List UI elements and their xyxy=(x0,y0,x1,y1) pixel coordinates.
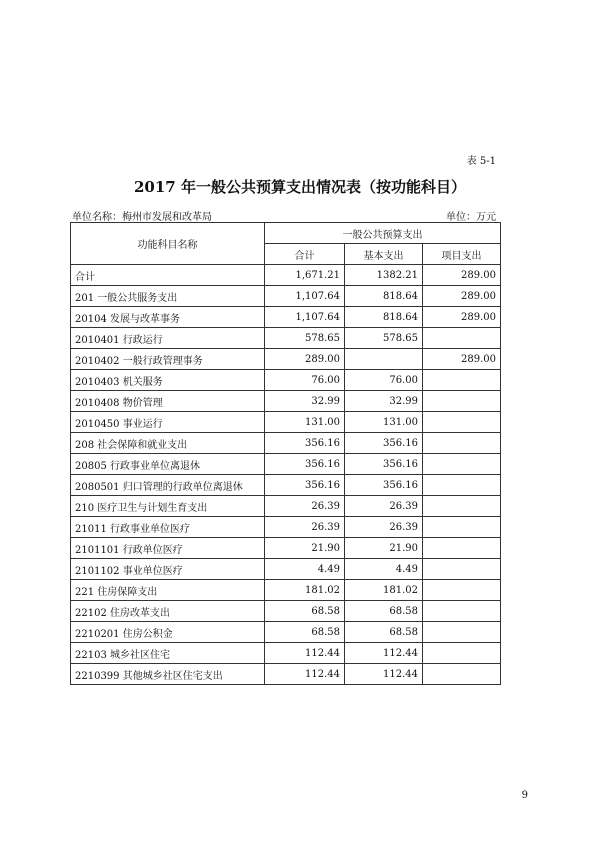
cell-total: 68.58 xyxy=(265,622,345,643)
header-project: 项目支出 xyxy=(423,244,501,265)
cell-basic: 26.39 xyxy=(345,496,423,517)
table-body xyxy=(71,265,501,685)
cell-basic: 356.16 xyxy=(345,475,423,496)
table-row xyxy=(71,496,501,517)
cell-basic: 21.90 xyxy=(345,538,423,559)
table-row xyxy=(71,391,501,412)
cell-basic: 26.39 xyxy=(345,517,423,538)
table-row xyxy=(71,601,501,622)
table-row xyxy=(71,286,501,307)
table-row xyxy=(71,412,501,433)
cell-total: 289.00 xyxy=(265,349,345,370)
cell-total: 26.39 xyxy=(265,517,345,538)
unit-label: 单位：万元 xyxy=(446,212,496,223)
table-row xyxy=(71,370,501,391)
cell-name: 221 住房保障支出 xyxy=(71,580,265,601)
table-row xyxy=(71,307,501,328)
cell-basic: 68.58 xyxy=(345,601,423,622)
cell-basic: 181.02 xyxy=(345,580,423,601)
cell-name: 22103 城乡社区住宅 xyxy=(71,643,265,664)
table-row xyxy=(71,328,501,349)
cell-name: 合计 xyxy=(71,265,265,286)
cell-basic: 32.99 xyxy=(345,391,423,412)
cell-name: 2101102 事业单位医疗 xyxy=(71,559,265,580)
cell-name: 2010450 事业运行 xyxy=(71,412,265,433)
cell-basic: 4.49 xyxy=(345,559,423,580)
budget-table xyxy=(70,222,501,685)
cell-total: 1,107.64 xyxy=(265,307,345,328)
cell-total: 131.00 xyxy=(265,412,345,433)
cell-project xyxy=(423,391,501,412)
cell-name: 2010402 一般行政管理事务 xyxy=(71,349,265,370)
table-row xyxy=(71,622,501,643)
cell-project xyxy=(423,328,501,349)
cell-project xyxy=(423,643,501,664)
cell-project: 289.00 xyxy=(423,286,501,307)
cell-name: 2210399 其他城乡社区住宅支出 xyxy=(71,664,265,685)
cell-name: 2101101 行政单位医疗 xyxy=(71,538,265,559)
cell-basic: 356.16 xyxy=(345,433,423,454)
cell-project xyxy=(423,538,501,559)
unit-name: 单位名称：梅州市发展和改革局 xyxy=(72,212,212,223)
cell-total: 68.58 xyxy=(265,601,345,622)
cell-name: 2080501 归口管理的行政单位离退休 xyxy=(71,475,265,496)
page-title: 2017 年一般公共预算支出情况表（按功能科目） xyxy=(134,178,466,196)
table-row xyxy=(71,475,501,496)
cell-basic: 578.65 xyxy=(345,328,423,349)
cell-project xyxy=(423,601,501,622)
cell-total: 1,671.21 xyxy=(265,265,345,286)
cell-basic xyxy=(345,349,423,370)
cell-basic: 818.64 xyxy=(345,307,423,328)
cell-total: 1,107.64 xyxy=(265,286,345,307)
cell-total: 356.16 xyxy=(265,475,345,496)
cell-name: 22102 住房改革支出 xyxy=(71,601,265,622)
cell-project xyxy=(423,517,501,538)
cell-project: 289.00 xyxy=(423,349,501,370)
cell-basic: 1382.21 xyxy=(345,265,423,286)
cell-project xyxy=(423,496,501,517)
cell-basic: 112.44 xyxy=(345,643,423,664)
cell-name: 210 医疗卫生与计划生育支出 xyxy=(71,496,265,517)
header-total: 合计 xyxy=(265,244,345,265)
cell-total: 112.44 xyxy=(265,664,345,685)
cell-basic: 356.16 xyxy=(345,454,423,475)
cell-total: 112.44 xyxy=(265,643,345,664)
cell-project xyxy=(423,475,501,496)
cell-name: 20805 行政事业单位离退休 xyxy=(71,454,265,475)
cell-basic: 131.00 xyxy=(345,412,423,433)
cell-total: 356.16 xyxy=(265,433,345,454)
cell-name: 2210201 住房公积金 xyxy=(71,622,265,643)
cell-total: 356.16 xyxy=(265,454,345,475)
cell-basic: 68.58 xyxy=(345,622,423,643)
cell-basic: 112.44 xyxy=(345,664,423,685)
header-group: 一般公共预算支出 xyxy=(265,223,501,244)
cell-name: 20104 发展与改革事务 xyxy=(71,307,265,328)
cell-name: 208 社会保障和就业支出 xyxy=(71,433,265,454)
cell-total: 4.49 xyxy=(265,559,345,580)
cell-project xyxy=(423,370,501,391)
cell-total: 181.02 xyxy=(265,580,345,601)
cell-project xyxy=(423,622,501,643)
cell-project: 289.00 xyxy=(423,307,501,328)
cell-total: 76.00 xyxy=(265,370,345,391)
table-row xyxy=(71,349,501,370)
cell-name: 2010401 行政运行 xyxy=(71,328,265,349)
cell-project xyxy=(423,580,501,601)
cell-project xyxy=(423,433,501,454)
table-row xyxy=(71,454,501,475)
cell-project: 289.00 xyxy=(423,265,501,286)
cell-project xyxy=(423,412,501,433)
cell-project xyxy=(423,454,501,475)
table-row xyxy=(71,265,501,286)
table-row xyxy=(71,433,501,454)
cell-name: 2010408 物价管理 xyxy=(71,391,265,412)
table-row xyxy=(71,517,501,538)
table-number: 表 5-1 xyxy=(466,156,496,167)
header-name: 功能科目名称 xyxy=(71,223,265,265)
cell-name: 21011 行政事业单位医疗 xyxy=(71,517,265,538)
table-row xyxy=(71,580,501,601)
table-row xyxy=(71,559,501,580)
table-row xyxy=(71,538,501,559)
cell-total: 578.65 xyxy=(265,328,345,349)
cell-total: 26.39 xyxy=(265,496,345,517)
cell-total: 21.90 xyxy=(265,538,345,559)
cell-basic: 818.64 xyxy=(345,286,423,307)
cell-total: 32.99 xyxy=(265,391,345,412)
cell-project xyxy=(423,664,501,685)
header-basic: 基本支出 xyxy=(345,244,423,265)
cell-name: 2010403 机关服务 xyxy=(71,370,265,391)
cell-project xyxy=(423,559,501,580)
page-number: 9 xyxy=(521,790,528,801)
cell-basic: 76.00 xyxy=(345,370,423,391)
cell-name: 201 一般公共服务支出 xyxy=(71,286,265,307)
table-row xyxy=(71,664,501,685)
table-row xyxy=(71,643,501,664)
